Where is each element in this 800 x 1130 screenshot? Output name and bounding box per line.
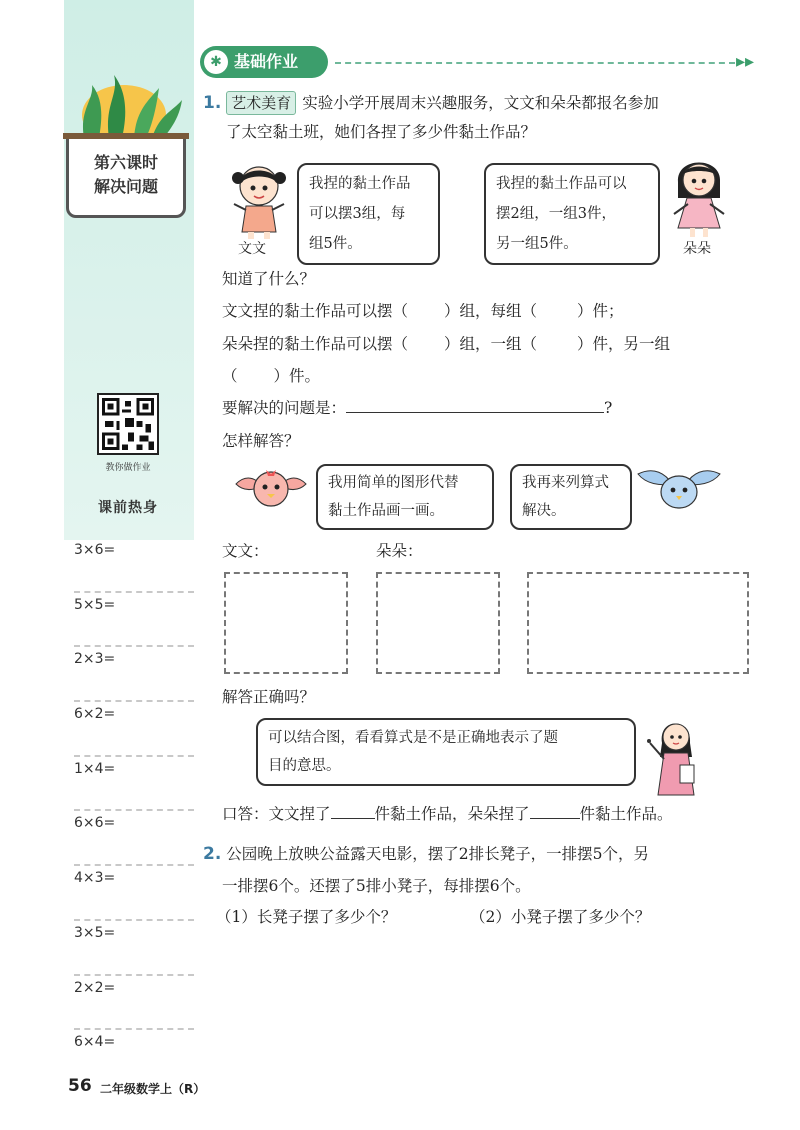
lesson-number: 第六课时 <box>93 153 158 172</box>
bubble-line: 解决。 <box>522 503 566 519</box>
lesson-topic: 解决问题 <box>93 177 158 196</box>
qr-code[interactable] <box>97 393 159 455</box>
check-title: 解答正确吗？ <box>222 688 316 706</box>
text-fragment: 件黏土作品，朵朵捏了 <box>374 805 530 823</box>
q2-number: 2. <box>203 844 222 864</box>
lesson-title-box <box>66 136 186 218</box>
warmup-exercise[interactable]: 2×2= <box>74 976 194 1031</box>
q1-stem-line2: 了太空黏土班，她们各捏了多少件黏土作品？ <box>226 123 537 141</box>
wenwen-speech-bubble <box>297 163 440 265</box>
answer-blank[interactable] <box>530 805 580 819</box>
duoduo-speech-bubble <box>484 163 660 265</box>
sidebar-panel <box>64 0 194 540</box>
q2-text: 公园晚上放映公益露天电影，摆了2排长凳子，一排摆5个，另 <box>226 845 649 863</box>
wenwen-label: 文文： <box>222 542 269 560</box>
book-title: 二年级数学上（R） <box>100 1082 206 1096</box>
warmup-exercise[interactable]: 3×6= <box>74 538 194 593</box>
blue-bird-character <box>636 464 722 512</box>
bubble-line: 黏土作品画一画。 <box>328 503 444 519</box>
text-fragment: ）件； <box>577 302 624 320</box>
text-fragment: 件黏土作品。 <box>579 805 673 823</box>
wenwen-name: 文文 <box>238 241 266 257</box>
pink-bird-character <box>232 462 310 512</box>
q1-stem-line1 <box>203 91 659 115</box>
warmup-exercise[interactable]: 6×2= <box>74 702 194 757</box>
bubble-line: 组5件。 <box>309 236 362 252</box>
header-divider <box>335 62 735 64</box>
plants-illustration <box>64 70 194 140</box>
bubble-line: 可以摆3组，每 <box>309 206 406 222</box>
text-fragment: 文文捏的黏土作品可以摆（ <box>222 302 409 320</box>
section-header <box>200 46 760 80</box>
q2-sub2: （2）小凳子摆了多少个？ <box>470 908 651 926</box>
text-fragment: ）组，一组（ <box>444 335 538 353</box>
q2-line2: 一排摆6个。还摆了5排小凳子，每排摆6个。 <box>222 877 531 895</box>
double-arrow-icon: ▸▸ <box>736 51 755 72</box>
bubble-line: 目的意思。 <box>268 758 341 774</box>
bubble-line: 我再来列算式 <box>522 475 609 491</box>
bubble-line: 我用简单的图形代替 <box>328 475 459 491</box>
answer-blank[interactable] <box>331 805 375 819</box>
text-fragment: 口答：文文捏了 <box>222 805 331 823</box>
lightbulb-icon: ✱ <box>204 50 228 74</box>
known-line2 <box>222 333 670 355</box>
wenwen-character <box>226 160 292 240</box>
known-title: 知道了什么？ <box>222 270 316 288</box>
qr-caption: 教你做作业 <box>105 463 151 473</box>
blue-bird-speech-bubble <box>510 464 632 530</box>
duoduo-character <box>668 152 730 238</box>
warmup-exercise[interactable]: 6×6= <box>74 811 194 866</box>
section-badge <box>200 46 328 78</box>
text-fragment: （ <box>222 367 238 385</box>
known-line1 <box>222 300 624 322</box>
bubble-line: 摆2组，一组3件， <box>496 206 616 222</box>
warmup-exercise[interactable]: 3×5= <box>74 921 194 976</box>
warmup-exercise[interactable]: 2×3= <box>74 647 194 702</box>
question-mark: ? <box>604 399 613 417</box>
pink-bird-speech-bubble <box>316 464 494 530</box>
duoduo-label: 朵朵： <box>376 542 423 560</box>
wenwen-drawing-area[interactable] <box>224 572 348 674</box>
problem-label: 要解决的问题是： <box>222 399 347 417</box>
text-fragment: ）组，每组（ <box>444 302 538 320</box>
teacher-speech-bubble <box>256 718 636 786</box>
problem-answer-line[interactable] <box>346 397 604 413</box>
q2-sub1: （1）长凳子摆了多少个？ <box>216 908 397 926</box>
warmup-exercise[interactable]: 1×4= <box>74 757 194 812</box>
warmup-exercise[interactable]: 4×3= <box>74 866 194 921</box>
teacher-character <box>640 713 712 797</box>
text-fragment: ）件，另一组 <box>577 335 671 353</box>
q1-stem-text: 实验小学开展周末兴趣服务，文文和朵朵都报名参加 <box>302 94 659 112</box>
q2-line1 <box>203 843 649 865</box>
section-title: 基础作业 <box>234 52 299 71</box>
warmup-title: 课前热身 <box>98 500 158 516</box>
bubble-line: 可以结合图，看看算式是不是正确地表示了题 <box>268 730 558 746</box>
known-line3 <box>222 365 320 387</box>
problem-line <box>222 397 612 419</box>
warmup-exercise[interactable]: 5×5= <box>74 593 194 648</box>
bubble-line: 我捏的黏土作品可以 <box>496 176 627 192</box>
page-number: 56 <box>68 1076 92 1096</box>
q1-number: 1. <box>203 93 222 113</box>
text-fragment: ）件。 <box>273 367 321 385</box>
calculation-area[interactable] <box>527 572 749 674</box>
warmup-exercises <box>74 538 194 1085</box>
duoduo-name: 朵朵 <box>683 241 711 257</box>
q1-tag: 艺术美育 <box>226 91 296 115</box>
duoduo-drawing-area[interactable] <box>376 572 500 674</box>
bubble-line: 另一组5件。 <box>496 236 578 252</box>
oral-answer-line <box>222 803 673 825</box>
how-title: 怎样解答？ <box>222 432 300 450</box>
text-fragment: 朵朵捏的黏土作品可以摆（ <box>222 335 409 353</box>
warmup-exercise[interactable]: 6×4= <box>74 1034 116 1051</box>
bubble-line: 我捏的黏土作品 <box>309 176 411 192</box>
